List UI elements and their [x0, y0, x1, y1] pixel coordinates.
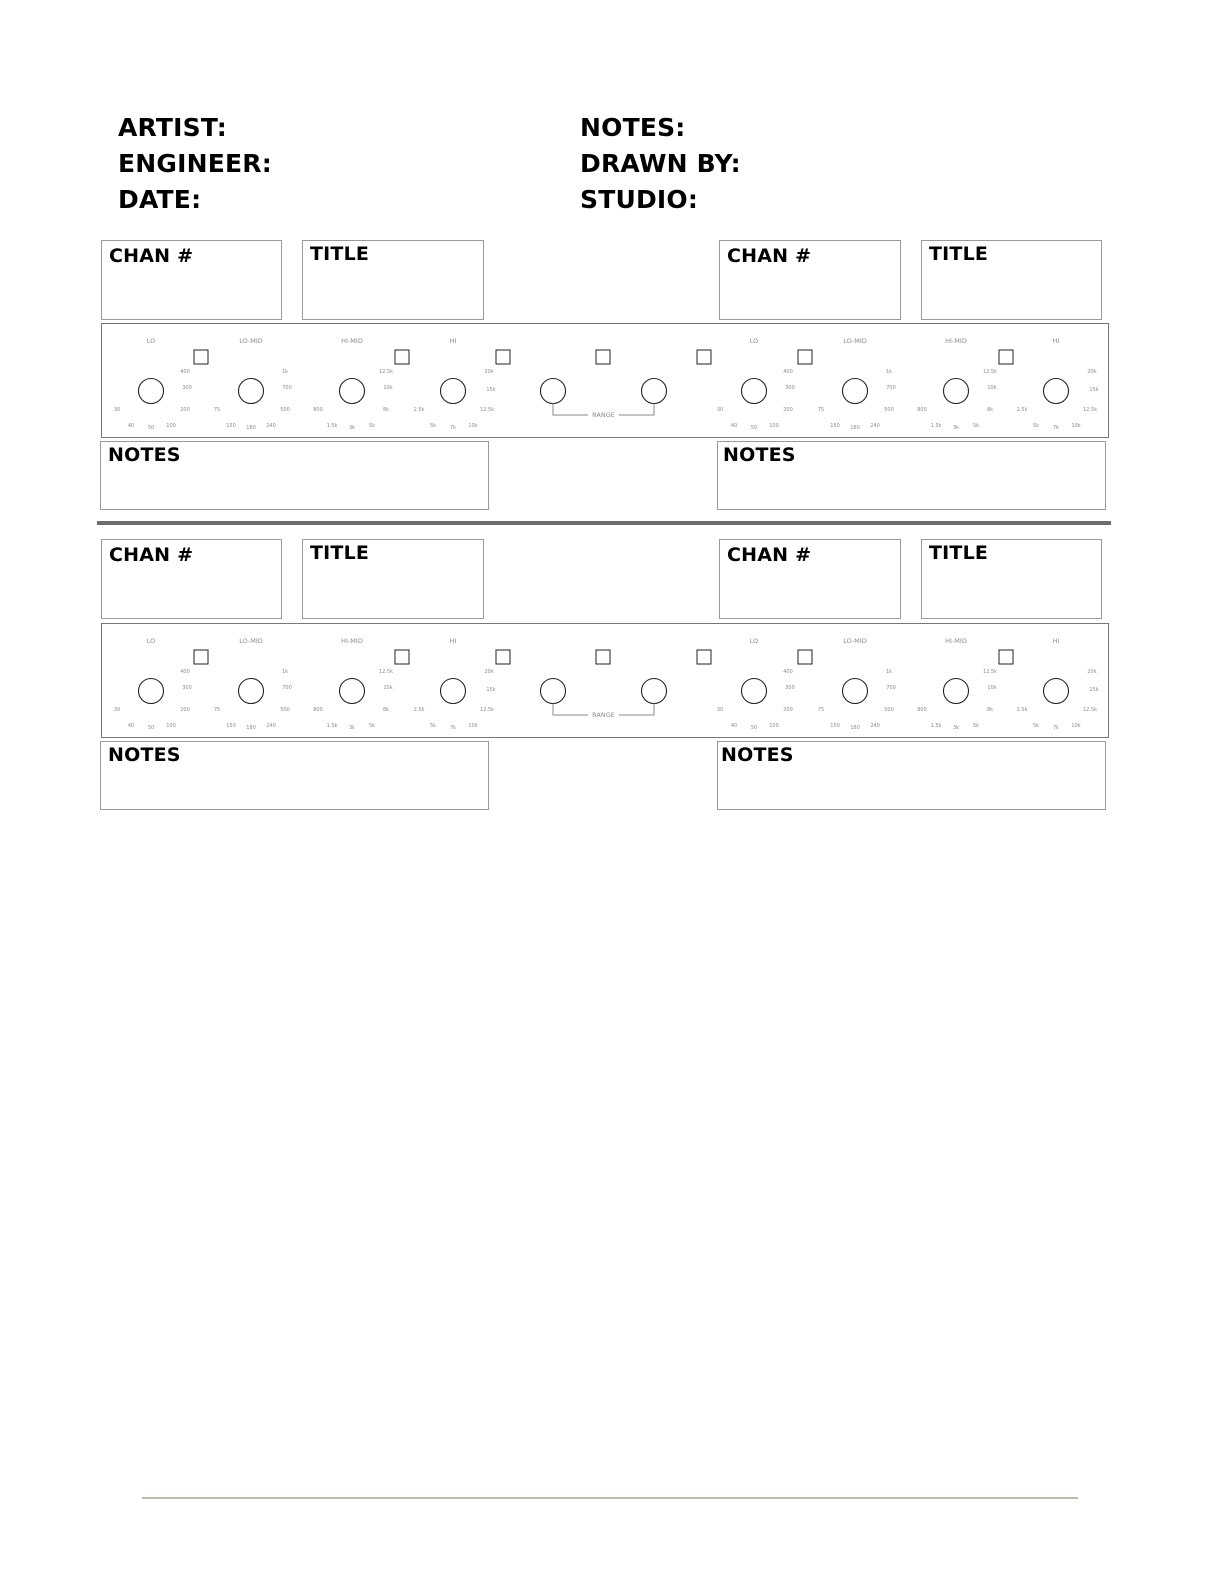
scale-label: 800 — [313, 707, 323, 713]
eq-knob — [742, 679, 767, 704]
range-bracket-left — [553, 404, 588, 416]
eq-knob — [441, 379, 466, 404]
scale-label: 15k — [1089, 387, 1099, 393]
scale-label: 12.5k — [1082, 707, 1098, 713]
band-label: HI-MID — [945, 637, 967, 645]
scale-label: 240 — [870, 723, 880, 729]
scale-label: 700 — [282, 685, 292, 691]
notes-box-1a[interactable] — [100, 441, 489, 510]
scale-label: 1k — [885, 669, 893, 675]
band-label: HI-MID — [341, 337, 363, 345]
scale-label: 5k — [368, 723, 376, 729]
band-label: HI-MID — [341, 637, 363, 645]
title-box-2a[interactable] — [302, 539, 484, 619]
scale-label: 800 — [917, 707, 927, 713]
engineer-label: ENGINEER: — [118, 149, 272, 178]
scale-label: 300 — [182, 685, 192, 691]
scale-label: 1.5k — [326, 423, 338, 429]
scale-label: 100 — [769, 423, 779, 429]
scale-label: 1.5k — [326, 723, 338, 729]
scale-label: 10k — [1071, 723, 1081, 729]
band-toggle-square — [596, 650, 610, 664]
scale-label: 75 — [213, 707, 221, 713]
scale-label: 150 — [830, 423, 840, 429]
eq-knob — [843, 379, 868, 404]
scale-label: 40 — [730, 723, 738, 729]
scale-label: 1k — [281, 369, 289, 375]
scale-label: 5k — [368, 423, 376, 429]
scale-label: 400 — [783, 669, 793, 675]
chan-label: CHAN # — [727, 245, 812, 267]
range-label: RANGE — [592, 411, 615, 419]
studio-label: STUDIO: — [580, 185, 699, 214]
scale-label: 3k — [952, 425, 960, 431]
scale-label: 500 — [884, 407, 894, 413]
scale-label: 12.5k — [378, 369, 394, 375]
chan-box-1a[interactable] — [101, 240, 282, 320]
footer-rule — [142, 1497, 1078, 1499]
scale-label: 200 — [783, 707, 793, 713]
scale-label: 500 — [884, 707, 894, 713]
scale-label: 240 — [266, 723, 276, 729]
eq-knob — [742, 379, 767, 404]
eq-knob — [139, 679, 164, 704]
title-label: TITLE — [929, 243, 989, 265]
chan-label: CHAN # — [727, 544, 812, 566]
scale-label: 7k — [449, 725, 457, 731]
notes-box-2b[interactable] — [717, 741, 1106, 810]
chan-label: CHAN # — [109, 245, 194, 267]
scale-label: 75 — [817, 407, 825, 413]
eq-knob — [541, 379, 566, 404]
scale-label: 50 — [147, 725, 155, 731]
band-label: LO — [749, 637, 759, 645]
range-bracket-right — [619, 404, 654, 416]
band-label: LO-MID — [843, 337, 867, 345]
band-toggle-square — [798, 650, 812, 664]
scale-label: 7k — [1052, 725, 1060, 731]
scale-label: 2.5k — [413, 707, 425, 713]
band-label: HI — [449, 637, 457, 645]
scale-label: 240 — [870, 423, 880, 429]
scale-label: 400 — [783, 369, 793, 375]
eq-knob — [944, 379, 969, 404]
header-right — [580, 110, 741, 218]
scale-label: 150 — [830, 723, 840, 729]
band-toggle-square — [496, 350, 510, 364]
scale-label: 75 — [213, 407, 221, 413]
scale-label: 150 — [226, 723, 236, 729]
scale-label: 20k — [1087, 369, 1097, 375]
scale-label: 7k — [1052, 425, 1060, 431]
eq-strip-2 — [101, 623, 1109, 738]
notes-box-2a[interactable] — [100, 741, 489, 810]
chan-box-2a[interactable] — [101, 539, 282, 619]
scale-label: 5k — [1032, 723, 1040, 729]
band-toggle-square — [194, 350, 208, 364]
scale-label: 500 — [280, 707, 290, 713]
scale-label: 100 — [166, 723, 176, 729]
band-toggle-square — [496, 650, 510, 664]
eq-knob — [944, 679, 969, 704]
scale-label: 8k — [986, 407, 994, 413]
eq-knob — [340, 679, 365, 704]
scale-label: 10k — [1071, 423, 1081, 429]
scale-label: 500 — [280, 407, 290, 413]
band-toggle-square — [697, 650, 711, 664]
scale-label: 20k — [484, 669, 494, 675]
scale-label: 100 — [166, 423, 176, 429]
scale-label: 5k — [1032, 423, 1040, 429]
band-toggle-square — [194, 650, 208, 664]
scale-label: 40 — [730, 423, 738, 429]
scale-label: 300 — [785, 385, 795, 391]
scale-label: 1.5k — [930, 723, 942, 729]
scale-label: 75 — [817, 707, 825, 713]
scale-label: 50 — [750, 425, 758, 431]
notes-header-label: NOTES: — [580, 113, 686, 142]
scale-label: 7k — [449, 425, 457, 431]
scale-label: 3k — [348, 425, 356, 431]
chan-box-1b[interactable] — [719, 240, 901, 320]
scale-label: 12.5k — [982, 669, 998, 675]
notes-label: NOTES — [108, 444, 181, 466]
scale-label: 10k — [987, 685, 997, 691]
band-label: LO — [146, 337, 156, 345]
band-label: LO-MID — [239, 337, 263, 345]
scale-label: 10k — [383, 685, 393, 691]
range-bracket-right — [619, 704, 654, 716]
scale-label: 5k — [972, 423, 980, 429]
scale-label: 15k — [486, 387, 496, 393]
scale-label: 200 — [180, 707, 190, 713]
band-toggle-square — [596, 350, 610, 364]
band-label: LO — [146, 637, 156, 645]
scale-label: 40 — [127, 723, 135, 729]
scale-label: 12.5k — [479, 707, 495, 713]
scale-label: 180 — [246, 725, 256, 731]
scale-label: 2.5k — [413, 407, 425, 413]
scale-label: 30 — [113, 407, 121, 413]
band-label: HI — [1052, 337, 1060, 345]
scale-label: 12.5k — [479, 407, 495, 413]
scale-label: 12.5k — [378, 669, 394, 675]
eq-strip-graphic — [102, 324, 1110, 439]
scale-label: 800 — [313, 407, 323, 413]
scale-label: 700 — [886, 685, 896, 691]
title-box-2b[interactable] — [921, 539, 1102, 619]
scale-label: 12.5k — [982, 369, 998, 375]
drawn-by-label: DRAWN BY: — [580, 149, 741, 178]
scale-label: 300 — [182, 385, 192, 391]
eq-knob — [843, 679, 868, 704]
scale-label: 400 — [180, 669, 190, 675]
notes-label: NOTES — [721, 744, 794, 766]
range-bracket-left — [553, 704, 588, 716]
scale-label: 800 — [917, 407, 927, 413]
scale-label: 3k — [952, 725, 960, 731]
scale-label: 30 — [113, 707, 121, 713]
scale-label: 400 — [180, 369, 190, 375]
eq-strip-graphic — [102, 624, 1110, 739]
scale-label: 30 — [716, 707, 724, 713]
scale-label: 1.5k — [930, 423, 942, 429]
scale-label: 5k — [429, 423, 437, 429]
scale-label: 300 — [785, 685, 795, 691]
band-toggle-square — [999, 350, 1013, 364]
scale-label: 50 — [750, 725, 758, 731]
scale-label: 8k — [986, 707, 994, 713]
eq-knob — [642, 379, 667, 404]
band-label: HI — [1052, 637, 1060, 645]
notes-label: NOTES — [108, 744, 181, 766]
band-toggle-square — [697, 350, 711, 364]
scale-label: 150 — [226, 423, 236, 429]
scale-label: 10k — [468, 423, 478, 429]
title-label: TITLE — [310, 542, 370, 564]
scale-label: 700 — [282, 385, 292, 391]
section-divider — [97, 521, 1111, 525]
band-label: LO-MID — [843, 637, 867, 645]
date-label: DATE: — [118, 185, 202, 214]
eq-knob — [541, 679, 566, 704]
scale-label: 2.5k — [1016, 707, 1028, 713]
scale-label: 30 — [716, 407, 724, 413]
scale-label: 1k — [281, 669, 289, 675]
band-toggle-square — [798, 350, 812, 364]
eq-knob — [340, 379, 365, 404]
scale-label: 2.5k — [1016, 407, 1028, 413]
scale-label: 12.5k — [1082, 407, 1098, 413]
scale-label: 20k — [1087, 669, 1097, 675]
title-label: TITLE — [310, 243, 370, 265]
eq-strip-1 — [101, 323, 1109, 438]
scale-label: 200 — [783, 407, 793, 413]
eq-knob — [441, 679, 466, 704]
scale-label: 20k — [484, 369, 494, 375]
band-toggle-square — [395, 350, 409, 364]
scale-label: 100 — [769, 723, 779, 729]
scale-label: 10k — [987, 385, 997, 391]
scale-label: 15k — [486, 687, 496, 693]
title-box-1a[interactable] — [302, 240, 484, 320]
band-toggle-square — [395, 650, 409, 664]
eq-knob — [642, 679, 667, 704]
band-label: HI-MID — [945, 337, 967, 345]
title-box-1b[interactable] — [921, 240, 1102, 320]
scale-label: 15k — [1089, 687, 1099, 693]
scale-label: 200 — [180, 407, 190, 413]
chan-label: CHAN # — [109, 544, 194, 566]
eq-knob — [139, 379, 164, 404]
artist-label: ARTIST: — [118, 113, 227, 142]
band-label: HI — [449, 337, 457, 345]
scale-label: 180 — [850, 725, 860, 731]
header-left — [118, 110, 272, 218]
scale-label: 3k — [348, 725, 356, 731]
scale-label: 180 — [850, 425, 860, 431]
scale-label: 40 — [127, 423, 135, 429]
range-label: RANGE — [592, 711, 615, 719]
scale-label: 700 — [886, 385, 896, 391]
eq-knob — [239, 679, 264, 704]
eq-knob — [1044, 679, 1069, 704]
scale-label: 10k — [468, 723, 478, 729]
band-label: LO-MID — [239, 637, 263, 645]
scale-label: 8k — [382, 407, 390, 413]
title-label: TITLE — [929, 542, 989, 564]
chan-box-2b[interactable] — [719, 539, 901, 619]
scale-label: 180 — [246, 425, 256, 431]
eq-knob — [1044, 379, 1069, 404]
scale-label: 5k — [429, 723, 437, 729]
scale-label: 10k — [383, 385, 393, 391]
scale-label: 1k — [885, 369, 893, 375]
scale-label: 50 — [147, 425, 155, 431]
band-label: LO — [749, 337, 759, 345]
notes-box-1b[interactable] — [717, 441, 1106, 510]
scale-label: 8k — [382, 707, 390, 713]
notes-label: NOTES — [723, 444, 796, 466]
eq-knob — [239, 379, 264, 404]
scale-label: 5k — [972, 723, 980, 729]
scale-label: 240 — [266, 423, 276, 429]
band-toggle-square — [999, 650, 1013, 664]
